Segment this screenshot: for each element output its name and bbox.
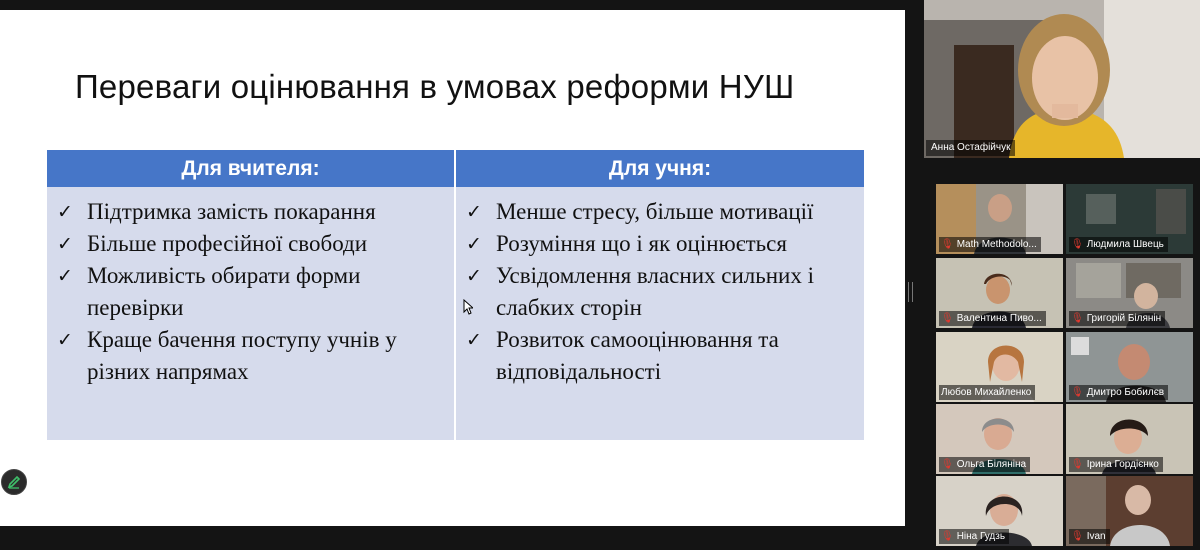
list-item: ✓ Розвиток самооцінювання та відповідальності <box>466 324 864 388</box>
active-speaker-video[interactable] <box>924 0 1200 158</box>
participant-tile[interactable] <box>936 404 1063 474</box>
mic-off-icon: 🎙 <box>941 239 954 250</box>
participant-tile[interactable] <box>1066 476 1193 546</box>
speaker-video-frame <box>924 0 1200 158</box>
mic-off-icon: 🎙 <box>1071 459 1084 470</box>
participant-name-tag: 🎙 Math Methodolo... <box>939 237 1041 252</box>
panel-resize-handle[interactable] <box>908 282 913 302</box>
student-column <box>456 150 864 440</box>
check-icon: ✓ <box>57 329 73 351</box>
teacher-column-header: Для вчителя: <box>47 150 454 187</box>
speaker-name-tag: Анна Остафійчук <box>926 140 1015 156</box>
check-icon: ✓ <box>466 265 482 287</box>
student-column-header: Для учня: <box>456 150 864 187</box>
teacher-column <box>47 150 454 440</box>
check-icon: ✓ <box>466 233 482 255</box>
participant-tile[interactable] <box>936 332 1063 402</box>
participant-name-tag: 🎙 Ivan <box>1069 529 1110 544</box>
list-item: ✓ Підтримка замість покарання <box>57 196 454 228</box>
mic-off-icon: 🎙 <box>941 459 954 470</box>
participant-name-tag: 🎙 Ірина Гордієнко <box>1069 457 1163 472</box>
participant-name-tag: 🎙 Ніна Гудзь <box>939 529 1009 544</box>
mouse-cursor-icon <box>463 299 473 315</box>
list-item: ✓ Більше професійної свободи <box>57 228 454 260</box>
participant-tile[interactable] <box>936 476 1063 546</box>
participant-name-tag: 🎙 Ольга Біляніна <box>939 457 1030 472</box>
participant-tile[interactable] <box>936 258 1063 328</box>
participant-tile[interactable] <box>1066 184 1193 254</box>
mic-off-icon: 🎙 <box>1071 313 1084 324</box>
pencil-icon[interactable] <box>1 469 27 495</box>
shared-slide <box>0 10 905 526</box>
participant-name-tag: Любов Михайленко <box>939 385 1035 400</box>
check-icon: ✓ <box>57 233 73 255</box>
mic-off-icon: 🎙 <box>941 531 954 542</box>
list-item: ✓ Краще бачення поступу учнів у різних напрямах <box>57 324 454 388</box>
slide-title: Переваги оцінювання в умовах реформи НУШ <box>75 68 795 105</box>
participant-name-tag: 🎙 Валентина Пиво... <box>939 311 1046 326</box>
mic-off-icon: 🎙 <box>1071 239 1084 250</box>
mic-off-icon: 🎙 <box>941 313 954 324</box>
mic-off-icon: 🎙 <box>1071 387 1084 398</box>
participant-name-tag: 🎙 Людмила Швець <box>1069 237 1168 252</box>
participant-tile[interactable] <box>1066 332 1193 402</box>
participant-tile[interactable] <box>1066 404 1193 474</box>
check-icon: ✓ <box>57 201 73 223</box>
mic-off-icon: 🎙 <box>1071 531 1084 542</box>
check-icon: ✓ <box>57 265 73 287</box>
participant-tile[interactable] <box>936 184 1063 254</box>
participant-name-tag: 🎙 Дмитро Бобилєв <box>1069 385 1168 400</box>
participant-tile[interactable] <box>1066 258 1193 328</box>
list-item: ✓ Менше стресу, більше мотивації <box>466 196 864 228</box>
list-item: ✓ Можливість обирати форми перевірки <box>57 260 454 324</box>
check-icon: ✓ <box>466 329 482 351</box>
list-item: ✓ Розуміння що і як оцінюється <box>466 228 864 260</box>
check-icon: ✓ <box>466 201 482 223</box>
comparison-table <box>47 150 864 440</box>
list-item: ✓ Усвідомлення власних сильних і слабких сторін <box>466 260 864 324</box>
participant-name-tag: 🎙 Григорій Білянін <box>1069 311 1165 326</box>
